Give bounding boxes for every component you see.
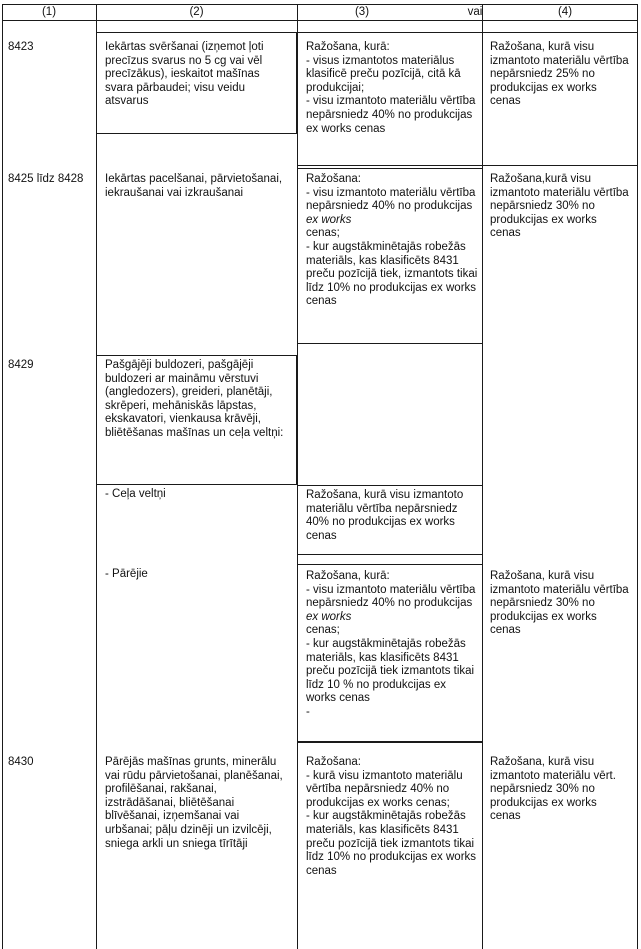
row-other-description: - Pārējie (105, 568, 148, 580)
header-col3: (3) (354, 6, 370, 18)
row-8423-code: 8423 (8, 41, 34, 53)
row-8425-rule-col4: Ražošana,kurā visu izmantoto materiālu vērtība nepārsniedz 30% no produkcijas ex works cenas (490, 173, 629, 240)
row-8429-code: 8429 (8, 359, 34, 371)
header-col4: (4) (557, 6, 573, 18)
col-border-left (2, 4, 3, 949)
row-8425-description: Iekārtas pacelšanai, pārvietošanai, iekraušanai vai izkraušanai (105, 173, 283, 199)
row-8423-rule-col3: Ražošana, kurā: - visus izmantotos materiālus klasificē preču pozīcijā, citā kā produkcijai; - visu izmantoto materiālu vērtība nepārsniedz 40% no produkcijas ex works cenas (306, 41, 476, 135)
row-other-rule-col3-part1: Ražošana, kurā: - visu izmantoto materiālu vērtība nepārsniedz 40% no produkcijas (306, 570, 476, 610)
row-road-rollers-description: - Ceļa veltņi (105, 488, 166, 500)
row-8425-rule-col3-part2: cenas; - kur augstākminētajās robežās materiāls, kas klasificēts 8431 preču pozīcijā tiek, izmantots tikai līdz 10% no produkcijas ex works cenas (306, 227, 478, 308)
header-col2: (2) (189, 6, 204, 18)
row-8425-rule-col3 (306, 173, 478, 309)
row-8430-description: Pārējās mašīnas grunts, minerālu vai rūdu pārvietošanai, planēšanai, profilēšanai, rakšanai, izstrādāšanai, bliētēšanai blīvēšanai, izņemšanai vai urbšanai; pāļu dzinēji un izvilcēji, sniega arkli un sniega tīrītāji (105, 756, 283, 850)
row-8425-rule-col3-em: ex works (306, 213, 352, 226)
row-8423-rule-col4: Ražošana, kurā visu izmantoto materiālu vērtība nepārsniedz 25% no produkcijas ex works cenas (490, 41, 629, 108)
row-8430-rule-col3: Ražošana: - kurā visu izmantoto materiālu vērtība nepārsniedz 40% no produkcijas ex works cenas; - kur augstākminētajās robežās materiāls, kas klasificēts 8431 preču pozīcijā tiek izmantots tikai līdz 10% no produkcijas ex works cenas (306, 756, 477, 877)
row-8430-code: 8430 (8, 756, 34, 768)
row-other-rule-col4: Ražošana, kurā visu izmantoto materiālu vērtība nepārsniedz 30% no produkcijas ex works cenas (490, 570, 629, 637)
header-col1: (1) (41, 6, 57, 18)
row-8425-rule-col3-part1: Ražošana: - visu izmantoto materiālu vērtība nepārsniedz 40% no produkcijas (306, 173, 476, 213)
row-8423-description: Iekārtas svēršanai (izņemot ļoti precīzus svarus no 5 cg vai vēl precīzākus), ieskaitot mašīnas svara pārbaudei; visu veidu atsvarus (105, 41, 264, 108)
header-bottom-border (2, 20, 638, 21)
row-other-rule-col3-part2: cenas; - kur augstākminētajās robežās materiāls, kas klasificēts 8431 preču pozīcijā tiek izmantots tikai līdz 10 % no produkcijas ex works cenas - (306, 624, 475, 718)
row-road-rollers-rule-col3: Ražošana, kurā visu izmantoto materiālu vērtība nepārsniedz 40% no produkcijas ex works cenas (306, 489, 464, 542)
table-top-border (2, 4, 638, 5)
row-8425-code: 8425 līdz 8428 (8, 173, 84, 185)
row-other-rule-col3-em: ex works (306, 610, 352, 623)
row-other-rule-col3 (306, 570, 478, 720)
row-8429-description: Pašgājēji buldozeri, pašgājēji buldozeri ar maināmu vērstuvi (angledozers), greideri, planētāji, skrēperi, mehāniskās lāpstas, ekskavatori, vienkausa krāvēji, bliētēšanas mašīnas un ceļa veltņi: (105, 359, 284, 439)
row-8430-rule-col4: Ražošana, kurā visu izmantoto materiālu vērt. nepārsniedz 30% no produkcijas ex works cenas (490, 756, 616, 823)
header-vai: vai (467, 6, 483, 18)
